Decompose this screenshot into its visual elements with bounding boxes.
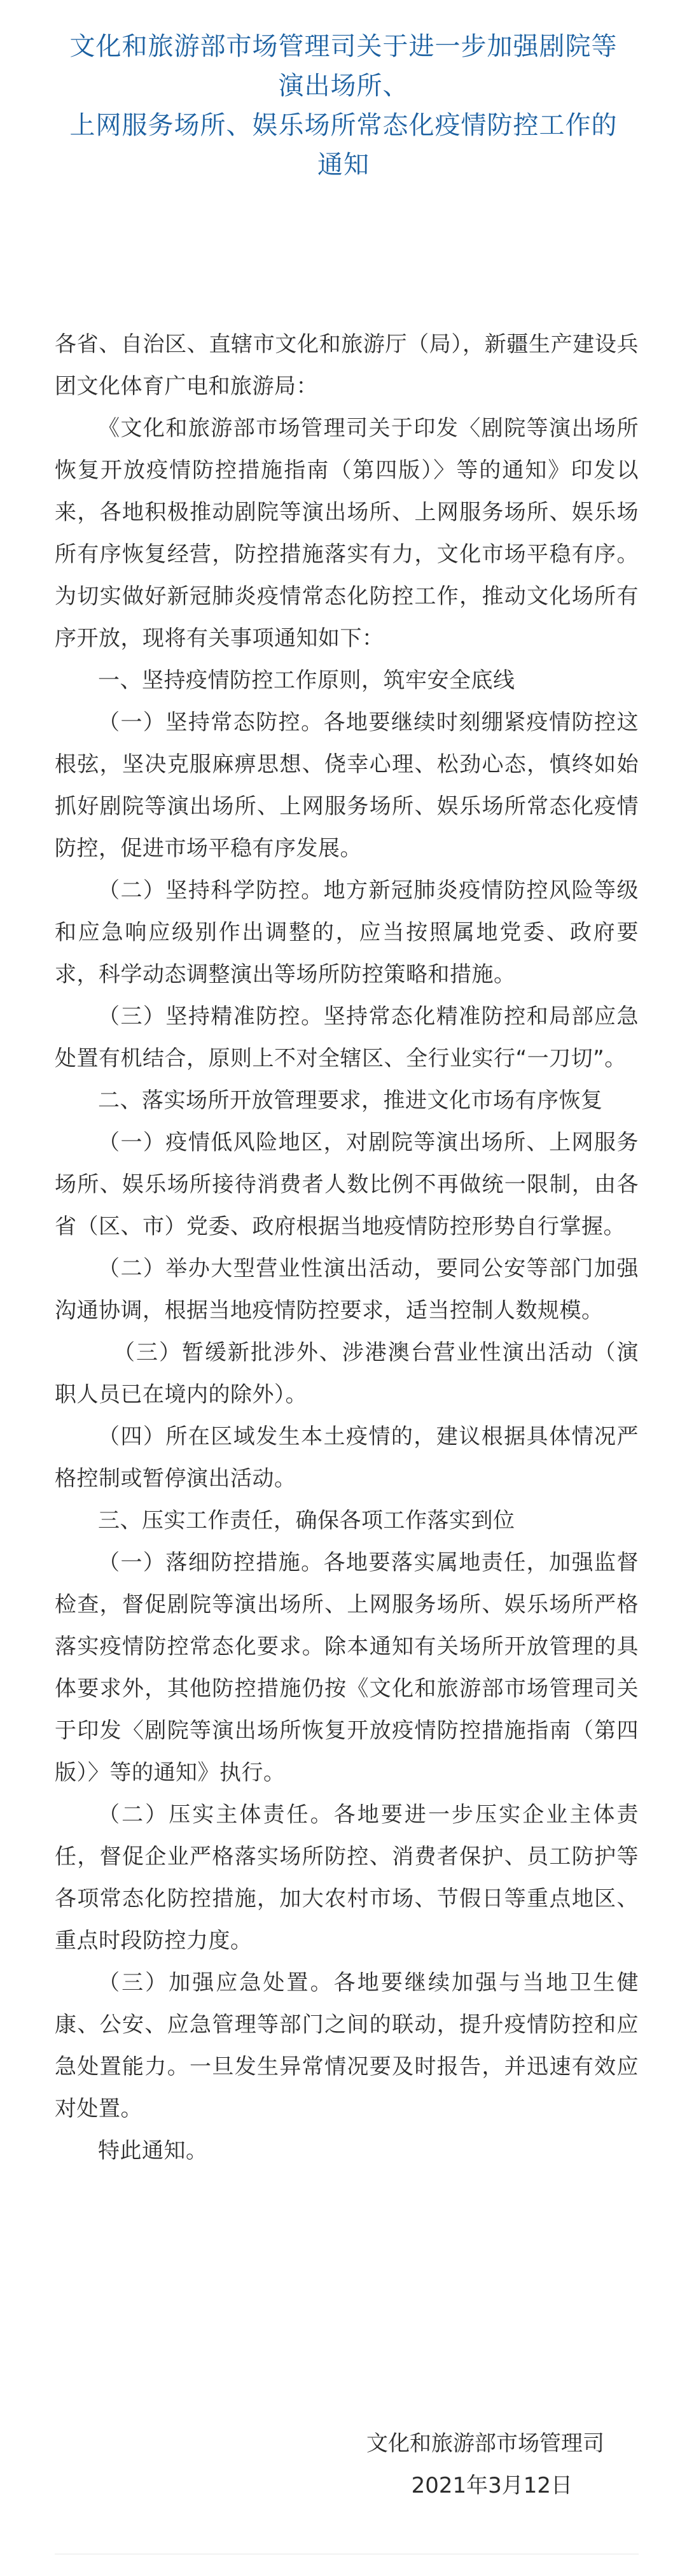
section-item: （三）坚持精准防控。坚持常态化精准防控和局部应急处置有机结合，原则上不对全辖区、全行业实行“一刀切”。	[55, 1004, 639, 1071]
signature-block	[337, 2423, 604, 2507]
section-heading: 二、落实场所开放管理要求，推进文化市场有序恢复	[98, 1088, 603, 1113]
closing-line: 特此通知。	[98, 2138, 208, 2164]
title-line: 文化和旅游部市场管理司关于进一步加强剧院等	[69, 32, 618, 61]
salutation: 各省、自治区、直辖市文化和旅游厅（局），新疆生产建设兵团文化体育广电和旅游局：	[55, 332, 639, 399]
section-heading: 一、坚持疫情防控工作原则，筑牢安全底线	[98, 668, 515, 693]
signature-date: 2021年3月12日	[411, 2473, 572, 2498]
section-item: （一）坚持常态防控。各地要继续时刻绷紧疫情防控这根弦，坚决克服麻痹思想、侥幸心理、松劲心态，慎终如始抓好剧院等演出场所、上网服务场所、娱乐场所常态化疫情防控，促进市场平稳有序发展。	[55, 710, 639, 861]
section-item: （三）暂缓新批涉外、涉港澳台营业性演出活动（演职人员已在境内的除外）。	[55, 1340, 639, 1407]
section-item: （二）坚持科学防控。地方新冠肺炎疫情防控风险等级和应急响应级别作出调整的，应当按照属地党委、政府要求，科学动态调整演出等场所防控策略和措施。	[55, 878, 639, 987]
document-title	[25, 27, 662, 185]
section-item: （一）落细防控措施。各地要落实属地责任，加强监督检查，督促剧院等演出场所、上网服务场所、娱乐场所严格落实疫情防控常态化要求。除本通知有关场所开放管理的具体要求外，其他防控措施仍按《文化和旅游部市场管理司关于印发〈剧院等演出场所恢复开放疫情防控措施指南（第四版）〉等的通知》执行。	[55, 1550, 639, 1785]
section-item: （二）举办大型营业性演出活动，要同公安等部门加强沟通协调，根据当地疫情防控要求，适当控制人数规模。	[55, 1256, 639, 1323]
section-item: （四）所在区域发生本土疫情的，建议根据具体情况严格控制或暂停演出活动。	[55, 1424, 639, 1491]
title-line: 上网服务场所、娱乐场所常态化疫情防控工作的	[69, 111, 618, 140]
signature-org: 文化和旅游部市场管理司	[366, 2431, 604, 2456]
section-item: （三）加强应急处置。各地要继续加强与当地卫生健康、公安、应急管理等部门之间的联动，提升疫情防控和应急处置能力。一旦发生异常情况要及时报告，并迅速有效应对处置。	[55, 1970, 639, 2122]
section-item: （一）疫情低风险地区，对剧院等演出场所、上网服务场所、娱乐场所接待消费者人数比例不再做统一限制，由各省（区、市）党委、政府根据当地疫情防控形势自行掌握。	[55, 1130, 639, 1239]
section-heading: 三、压实工作责任，确保各项工作落实到位	[98, 1508, 515, 1533]
title-line: 演出场所、	[278, 71, 409, 101]
section-item: （二）压实主体责任。各地要进一步压实企业主体责任，督促企业严格落实场所防控、消费者保护、员工防护等各项常态化防控措施，加大农村市场、节假日等重点地区、重点时段防控力度。	[55, 1802, 639, 1953]
document-body	[55, 323, 639, 2172]
title-line: 通知	[317, 150, 370, 179]
intro-paragraph: 《文化和旅游部市场管理司关于印发〈剧院等演出场所恢复开放疫情防控措施指南（第四版）〉等的通知》印发以来，各地积极推动剧院等演出场所、上网服务场所、娱乐场所有序恢复经营，防控措施落实有力，文化市场平稳有序。为切实做好新冠肺炎疫情常态化防控工作，推动文化场所有序开放，现将有关事项通知如下：	[55, 416, 639, 651]
